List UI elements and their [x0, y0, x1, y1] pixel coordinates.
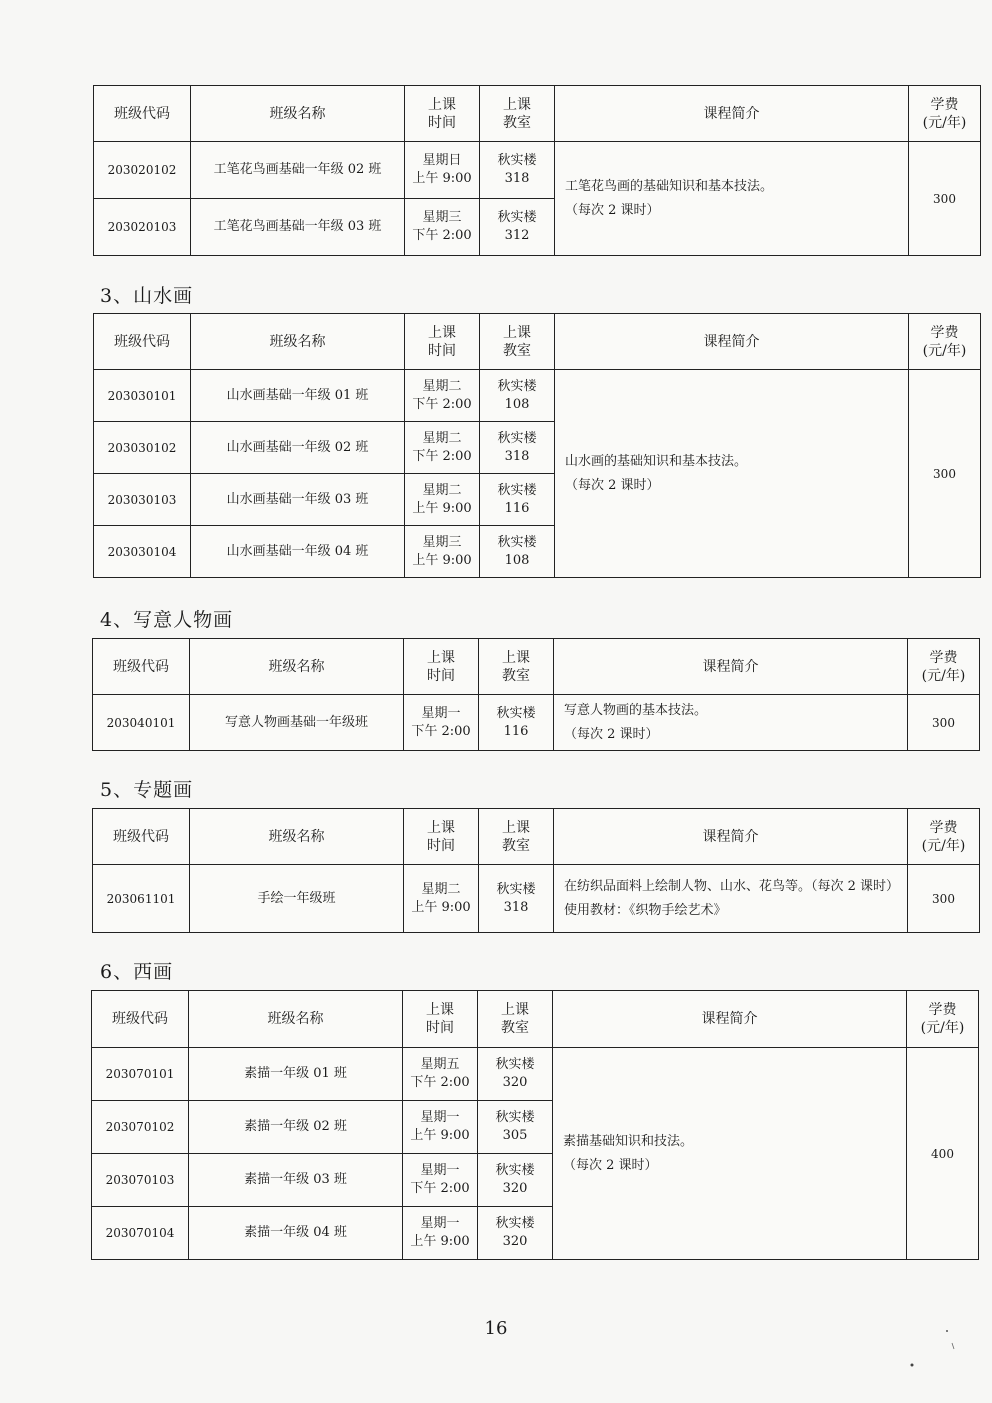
course-fee: 300: [909, 142, 981, 256]
header-fee: [909, 86, 981, 142]
description-line2: （每次 2 课时）: [564, 726, 659, 742]
class-day: 星期二: [422, 430, 462, 446]
header-time-line2: 时间: [426, 1020, 454, 1036]
class-building: 秋实楼: [496, 881, 536, 897]
class-room-number: 320: [502, 1234, 528, 1249]
table-row: [92, 1048, 979, 1101]
header-fee-line2: (元/年): [922, 342, 967, 359]
header-room-line2: 教室: [502, 667, 530, 684]
class-name: 手绘一年级班: [190, 865, 404, 933]
class-name: 工笔花鸟画基础一年级 03 班: [191, 199, 405, 256]
course-description: [555, 370, 909, 578]
header-fee: [907, 991, 979, 1048]
class-code: 203061101: [93, 865, 190, 933]
class-building: 秋实楼: [495, 1163, 535, 1178]
class-room: [480, 526, 555, 578]
header-name: 班级名称: [190, 809, 404, 865]
class-hour: 上午 9:00: [412, 500, 472, 516]
class-day: 星期二: [422, 378, 462, 394]
class-code: 203070102: [92, 1101, 189, 1154]
class-room-number: 116: [504, 500, 530, 516]
header-time: [405, 86, 480, 142]
course-description: [553, 1048, 907, 1260]
class-building: 秋实楼: [497, 482, 537, 498]
header-time: [403, 991, 478, 1048]
course-table: [92, 808, 980, 933]
class-name: 素描一年级 02 班: [189, 1101, 403, 1154]
class-name: 素描一年级 04 班: [189, 1207, 403, 1260]
header-code: 班级代码: [94, 314, 191, 370]
header-row: [93, 809, 980, 865]
class-room: [478, 1048, 553, 1101]
header-time-line2: 时间: [427, 837, 455, 854]
class-hour: 下午 2:00: [412, 228, 472, 243]
description-line2: （每次 2 课时）: [565, 202, 660, 218]
description-line2: （每次 2 课时）: [563, 1157, 658, 1173]
table-row: [93, 865, 980, 933]
header-name: 班级名称: [191, 86, 405, 142]
course-description: [554, 865, 908, 933]
header-room: [479, 809, 554, 865]
description-line1: 工笔花鸟画的基础知识和基本技法。: [565, 178, 774, 194]
class-hour: 下午 2:00: [411, 723, 471, 739]
class-hour: 上午 9:00: [410, 1234, 470, 1249]
header-time-line1: 上课: [426, 1002, 454, 1018]
class-day: 星期一: [420, 1110, 460, 1125]
course-description: [555, 142, 909, 256]
header-desc: 课程简介: [555, 86, 909, 142]
header-room-line1: 上课: [502, 649, 530, 666]
class-name: 素描一年级 01 班: [189, 1048, 403, 1101]
header-time: [405, 314, 480, 370]
header-code: 班级代码: [93, 639, 190, 695]
class-room-number: 318: [504, 171, 530, 186]
description-line2: （每次 2 课时）: [565, 477, 660, 493]
class-time: [405, 474, 480, 526]
class-hour: 下午 2:00: [410, 1181, 470, 1196]
class-code: 203070101: [92, 1048, 189, 1101]
class-building: 秋实楼: [497, 153, 537, 168]
header-fee-line1: 学费: [929, 819, 958, 836]
class-code: 203030102: [94, 422, 191, 474]
header-time-line2: 时间: [428, 342, 456, 359]
class-day: 星期一: [420, 1216, 460, 1231]
header-fee: [909, 314, 981, 370]
header-room-line2: 教室: [501, 1020, 529, 1036]
class-building: 秋实楼: [497, 430, 537, 446]
class-hour: 上午 9:00: [410, 1128, 470, 1143]
class-time: [403, 1154, 478, 1207]
header-room-line2: 教室: [503, 114, 531, 131]
header-fee: [908, 809, 980, 865]
page-number: 16: [484, 1318, 508, 1339]
class-day: 星期二: [422, 482, 462, 498]
header-time-line1: 上课: [427, 649, 455, 666]
header-code: 班级代码: [92, 991, 189, 1048]
class-building: 秋实楼: [497, 210, 537, 225]
section-title: 4、写意人物画: [100, 609, 234, 631]
header-time-line2: 时间: [428, 114, 456, 131]
class-hour: 下午 2:00: [410, 1075, 470, 1090]
header-room: [480, 86, 555, 142]
header-room: [479, 639, 554, 695]
class-building: 秋实楼: [495, 1216, 535, 1231]
section-title: 3、山水画: [100, 285, 194, 307]
header-fee-line2: (元/年): [920, 1020, 965, 1036]
class-room-number: 320: [502, 1181, 528, 1196]
class-name: 素描一年级 03 班: [189, 1154, 403, 1207]
class-time: [405, 422, 480, 474]
header-row: [93, 639, 980, 695]
header-fee-line2: (元/年): [921, 837, 966, 854]
class-code: 203070104: [92, 1207, 189, 1260]
class-room-number: 108: [504, 552, 530, 568]
class-room-number: 305: [502, 1128, 528, 1143]
table-row: [94, 370, 981, 422]
header-time: [404, 809, 479, 865]
class-building: 秋实楼: [496, 705, 536, 721]
class-code: 203030101: [94, 370, 191, 422]
class-building: 秋实楼: [495, 1057, 535, 1072]
class-hour: 上午 9:00: [412, 552, 472, 568]
class-time: [405, 526, 480, 578]
header-desc: 课程简介: [555, 314, 909, 370]
header-row: [92, 991, 979, 1048]
class-time: [405, 199, 480, 256]
header-time-line2: 时间: [427, 667, 455, 684]
header-fee-line1: 学费: [930, 96, 959, 113]
class-room-number: 108: [504, 396, 530, 412]
class-room-number: 116: [503, 723, 529, 739]
header-name: 班级名称: [190, 639, 404, 695]
header-fee-line1: 学费: [928, 1002, 957, 1018]
header-desc: 课程简介: [554, 809, 908, 865]
class-time: [403, 1048, 478, 1101]
class-room: [478, 1154, 553, 1207]
course-fee: 300: [908, 865, 980, 933]
class-room-number: 318: [503, 899, 529, 915]
class-time: [403, 1101, 478, 1154]
class-room: [478, 1207, 553, 1260]
class-room-number: 312: [504, 228, 530, 243]
class-room: [480, 142, 555, 199]
header-code: 班级代码: [94, 86, 191, 142]
description-line1: 写意人物画的基本技法。: [564, 702, 708, 718]
class-hour: 下午 2:00: [412, 396, 472, 412]
class-name: 写意人物画基础一年级班: [190, 695, 404, 751]
class-day: 星期三: [422, 534, 462, 550]
header-room-line1: 上课: [503, 96, 531, 113]
class-room: [480, 370, 555, 422]
class-code: 203020102: [94, 142, 191, 199]
class-day: 星期三: [422, 210, 462, 225]
header-room: [478, 991, 553, 1048]
class-room-number: 318: [504, 448, 530, 464]
class-code: 203030104: [94, 526, 191, 578]
class-time: [404, 865, 479, 933]
class-code: 203020103: [94, 199, 191, 256]
header-fee-line1: 学费: [930, 324, 959, 341]
class-name: 山水画基础一年级 02 班: [191, 422, 405, 474]
course-fee: 300: [908, 695, 980, 751]
section-title: 6、西画: [100, 961, 174, 983]
class-day: 星期五: [420, 1057, 460, 1072]
class-hour: 下午 2:00: [412, 448, 472, 464]
header-time-line1: 上课: [428, 324, 456, 341]
class-day: 星期一: [421, 705, 461, 721]
course-fee: 400: [907, 1048, 979, 1260]
class-building: 秋实楼: [497, 378, 537, 394]
header-room-line1: 上课: [501, 1002, 529, 1018]
section-title: 5、专题画: [100, 779, 194, 801]
class-time: [404, 695, 479, 751]
class-day: 星期日: [422, 153, 462, 168]
class-room-number: 320: [502, 1075, 528, 1090]
description-line1: 素描基础知识和技法。: [563, 1133, 694, 1149]
header-room: [480, 314, 555, 370]
course-description: [554, 695, 908, 751]
header-room-line2: 教室: [502, 837, 530, 854]
header-fee-line1: 学费: [929, 649, 958, 666]
class-room: [479, 865, 554, 933]
class-day: 星期一: [420, 1163, 460, 1178]
class-room: [479, 695, 554, 751]
class-hour: 上午 9:00: [411, 899, 471, 915]
class-room: [480, 199, 555, 256]
class-room: [480, 422, 555, 474]
header-row: [94, 86, 981, 142]
description-line1: 山水画的基础知识和基本技法。: [565, 453, 748, 469]
class-day: 星期二: [421, 881, 461, 897]
class-building: 秋实楼: [497, 534, 537, 550]
header-desc: 课程简介: [553, 991, 907, 1048]
class-name: 山水画基础一年级 04 班: [191, 526, 405, 578]
header-time-line1: 上课: [428, 96, 456, 113]
description-line1: 在纺织品面料上绘制人物、山水、花鸟等。（每次 2 课时）: [564, 878, 900, 894]
class-code: 203030103: [94, 474, 191, 526]
course-table: [91, 990, 979, 1260]
header-room-line1: 上课: [502, 819, 530, 836]
class-building: 秋实楼: [495, 1110, 535, 1125]
header-row: [94, 314, 981, 370]
header-fee: [908, 639, 980, 695]
header-time: [404, 639, 479, 695]
header-room-line1: 上课: [503, 324, 531, 341]
course-table: [93, 313, 981, 578]
class-name: 山水画基础一年级 01 班: [191, 370, 405, 422]
header-name: 班级名称: [189, 991, 403, 1048]
course-table: [92, 638, 980, 751]
class-name: 山水画基础一年级 03 班: [191, 474, 405, 526]
header-room-line2: 教室: [503, 342, 531, 359]
class-room: [480, 474, 555, 526]
class-time: [405, 142, 480, 199]
table-row: [94, 142, 981, 199]
class-room: [478, 1101, 553, 1154]
table-row: [93, 695, 980, 751]
class-time: [405, 370, 480, 422]
header-code: 班级代码: [93, 809, 190, 865]
class-time: [403, 1207, 478, 1260]
header-desc: 课程简介: [554, 639, 908, 695]
course-table: [93, 85, 981, 256]
class-code: 203040101: [93, 695, 190, 751]
description-line2: 使用教材：《织物手绘艺术》: [564, 902, 727, 918]
course-fee: 300: [909, 370, 981, 578]
header-time-line1: 上课: [427, 819, 455, 836]
class-name: 工笔花鸟画基础一年级 02 班: [191, 142, 405, 199]
class-code: 203070103: [92, 1154, 189, 1207]
header-fee-line2: (元/年): [921, 667, 966, 684]
header-fee-line2: (元/年): [922, 114, 967, 131]
scan-specks: [902, 1323, 962, 1383]
class-hour: 上午 9:00: [412, 171, 472, 186]
header-name: 班级名称: [191, 314, 405, 370]
